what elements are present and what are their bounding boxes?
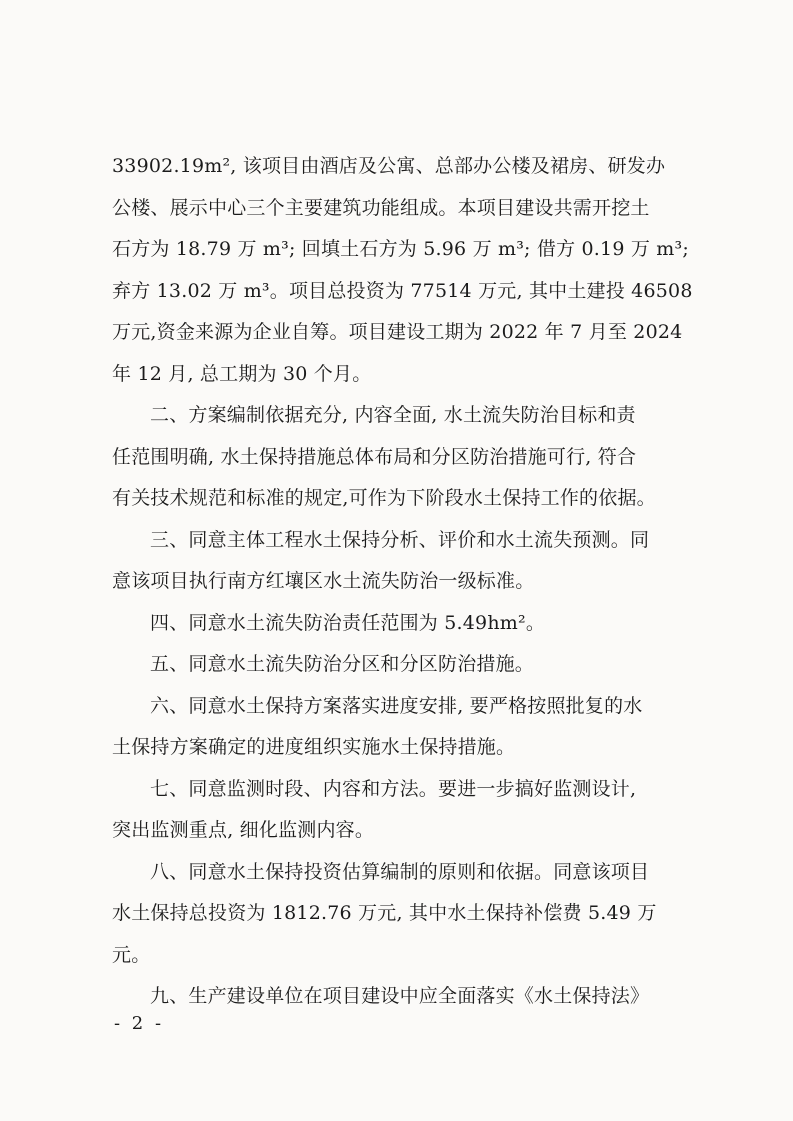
text-line: 年 12 月, 总工期为 30 个月。 — [112, 363, 372, 385]
text-line: 二、方案编制依据充分, 内容全面, 水土流失防治目标和责 — [150, 404, 636, 426]
text-line: 万元,资金来源为企业自筹。项目建设工期为 2022 年 7 月至 2024 — [112, 321, 683, 343]
text-line: 公楼、展示中心三个主要建筑功能组成。本项目建设共需开挖土 — [112, 197, 650, 219]
text-line: 三、同意主体工程水土保持分析、评价和水土流失预测。同 — [150, 529, 650, 551]
text-line: 六、同意水土保持方案落实进度安排, 要严格按照批复的水 — [150, 695, 643, 717]
text-line: 八、同意水土保持投资估算编制的原则和依据。同意该项目 — [150, 861, 650, 883]
text-line: 有关技术规范和标准的规定,可作为下阶段水土保持工作的依据。 — [112, 487, 656, 509]
text-line: 七、同意监测时段、内容和方法。要进一步搞好监测设计, — [150, 778, 637, 800]
text-line: 五、同意水土流失防治分区和分区防治措施。 — [150, 653, 535, 675]
text-line: 突出监测重点, 细化监测内容。 — [112, 819, 375, 841]
text-line: 元。 — [112, 944, 151, 966]
text-line: 水土保持总投资为 1812.76 万元, 其中水土保持补偿费 5.49 万 — [112, 902, 657, 924]
text-line: 石方为 18.79 万 m³; 回填土石方为 5.96 万 m³; 借方 0.19 万 m³; — [112, 238, 689, 260]
text-line: 弃方 13.02 万 m³。项目总投资为 77514 万元, 其中土建投 46508 — [112, 280, 693, 302]
text-line: 任范围明确, 水土保持措施总体布局和分区防治措施可行, 符合 — [112, 446, 637, 468]
text-line: 土保持方案确定的进度组织实施水土保持措施。 — [112, 736, 516, 758]
text-line: 意该项目执行南方红壤区水土流失防治一级标准。 — [112, 570, 535, 592]
page-number: - 2 - — [114, 1013, 165, 1034]
text-line: 九、生产建设单位在项目建设中应全面落实《水土保持法》 — [150, 985, 650, 1007]
text-line: 四、同意水土流失防治责任范围为 5.49hm²。 — [150, 612, 546, 634]
text-line: 33902.19m², 该项目由酒店及公寓、总部办公楼及裙房、研发办 — [112, 155, 666, 177]
